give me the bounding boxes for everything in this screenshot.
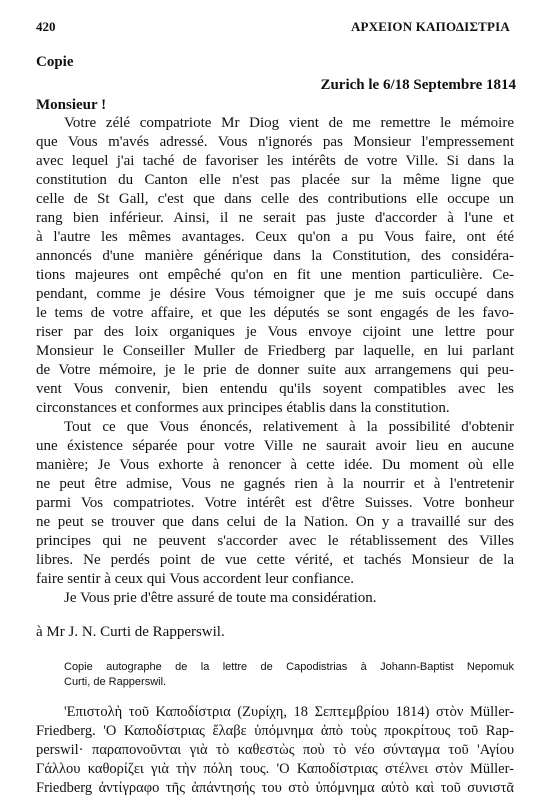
page-number: 420 xyxy=(36,19,56,34)
body-line: annoncés d'une manière générique dans la Constitution, des considéra- xyxy=(36,248,514,264)
body-line: une éxistence séparée pour votre Ville ne saurait avoir lieu en aucune xyxy=(36,438,514,454)
letter-date: Zurich le 6/18 Septembre 1814 xyxy=(320,77,516,93)
greek-line: 'Επιστολὴ τοῦ Καποδίστρια (Ζυρίχη, 18 Σεπτεμβρίου 1814) στὸν Müller- xyxy=(64,704,514,720)
body-line: celle de St Gall, c'est que dans celle des contributions elle occupe un xyxy=(36,191,514,207)
note-line: Curti, de Rapperswil. xyxy=(64,676,167,688)
body-line: Je Vous prie d'être assuré de toute ma considération. xyxy=(64,590,377,606)
greek-line: Friedberg ἀντίγραφο τῆς ἀπάντησής του στὸ ὑπόμνημα αὐτὸ καὶ τοῦ συνιστᾶ xyxy=(36,780,514,796)
copy-label: Copie xyxy=(36,54,74,70)
body-line: que Vous m'avés adressé. Vous n'ignorés pas Monsieur l'empressement xyxy=(36,134,514,150)
body-line: ne peut être admise, Vous ne gagnés rien à la nourrir et à l'entretenir xyxy=(36,476,514,492)
running-title: ΑΡΧΕΙΟΝ ΚΑΠΟΔΙΣΤΡΙΑ xyxy=(350,19,510,34)
body-line: rang bien inférieur. Ainsi, il ne serait pas juste d'accorder à l'une et xyxy=(36,210,514,226)
body-line: à l'autre les mêmes avantages. Ceux qu'on a pu Vous faire, ont été xyxy=(36,229,514,245)
body-line: manière; Je Vous exhorte à renoncer à cette idée. Du moment où elle xyxy=(36,457,514,473)
body-line: principes qui ne peuvent s'accorder avec le rétablissement des Villes xyxy=(36,533,514,549)
signoff-text: à Mr J. N. Curti de Rapperswil. xyxy=(36,624,225,640)
signoff xyxy=(36,623,514,642)
body-line: constitution du Canton elle n'est pas placée sur la même ligne que xyxy=(36,172,514,188)
body-line: riser par des loix organiques je Vous envoye cijoint une lettre pour xyxy=(36,324,514,340)
body-line: tions majeures ont empêché qu'on en fit une mention particulière. Ce- xyxy=(36,267,514,283)
body-line: ne peut se trouver que dans celui de la Nation. On y a travaillé sur des xyxy=(36,514,514,530)
body-line: circonstances et conformes aux principes établis dans la constitution. xyxy=(36,400,450,416)
body-line: pendant, comme je désire Vous témoigner que je me suis occupé dans xyxy=(36,286,514,302)
body-line: Votre zélé compatriote Mr Diog vient de me remettre le mémoire xyxy=(64,115,514,131)
greek-line: Γάλλου καθορίζει γιὰ τὴν πόλη τους. 'Ο Καποδίστριας στέλνει στὸν Müller- xyxy=(36,761,514,777)
body-line: parmi Vos compatriotes. Votre intérêt est d'être Suisses. Votre bonheur xyxy=(36,495,514,511)
greek-line: perswil· παραπονοῦνται γιὰ τὸ καθεστὼς ποὺ τὸ νέο σύνταγμα τοῦ 'Αγίου xyxy=(36,742,514,758)
body-line: faire sentir à ceux qui Vous accordent leur confiance. xyxy=(36,571,355,587)
salutation: Monsieur ! xyxy=(36,97,107,113)
note-line: Copie autographe de la lettre de Capodistrias à Johann-Baptist Nepomuk xyxy=(64,661,514,673)
greek-line: Friedberg. 'Ο Καποδίστριας ἔλαβε ὑπόμνημα ἀπὸ τοὺς προκρίτους τοῦ Rap- xyxy=(36,723,514,739)
body-line: Monsieur le Conseiller Muller de Friedberg par laquelle, en lui parlant xyxy=(36,343,514,359)
body-line: avec lequel j'ai taché de favoriser les intérêts de votre Ville. Si dans la xyxy=(36,153,514,169)
body-line: libres. Ne perdés point de vue cette vérité, et tachés Monsieur de la xyxy=(36,552,514,568)
body-line: le tems de votre affaire, et que les députés se sont engagés de les favo- xyxy=(36,305,514,321)
body-line: Tout ce que Vous énoncés, relativement à la possibilité d'obtenir xyxy=(64,419,514,435)
body-line: de Votre mémoire, je le prie de donner suite aux arrangemens qui peu- xyxy=(36,362,514,378)
body-line: vent Vous convenir, bien entendu qu'ils soyent compatibles avec les xyxy=(36,381,514,397)
